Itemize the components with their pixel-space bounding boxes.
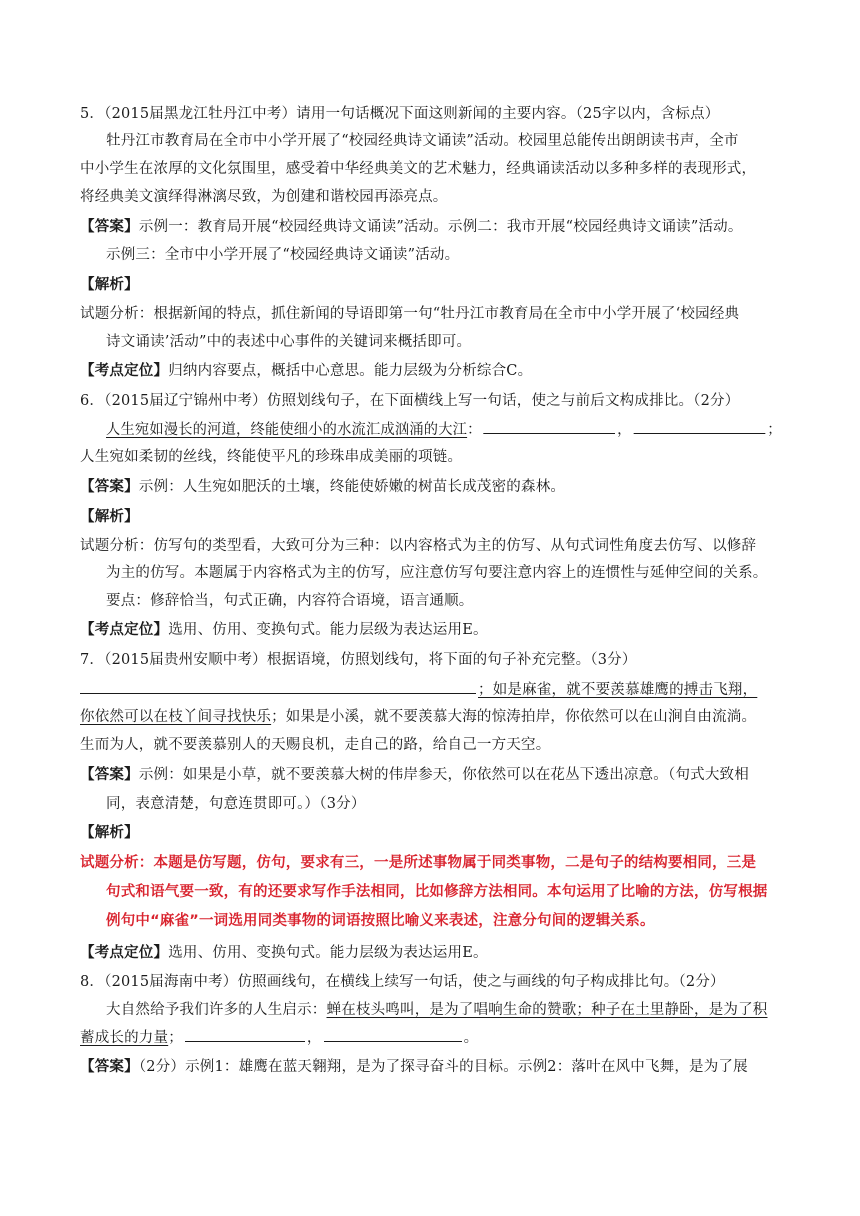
q7-analysis-highlighted: 试题分析：本题是仿写题，仿句，要求有三，一是所述事物属于同类事物，二是句子的结构要相同，三是 [80,855,757,871]
q6-sentence-line: 人生宛如柔韧的丝线，终能使平凡的珍珠串成美丽的项链。 [80,449,463,465]
answer-blank[interactable] [185,1027,305,1042]
q7-analysis-label: 【解析】 [80,825,139,841]
underlined-sentence: 人生宛如漫长的河道，终能使细小的水流汇成汹涌的大江 [106,422,468,438]
q8-sentence-line: 大自然给予我们许多的人生启示：蝉在枝头鸣叫，是为了唱响生命的赞歌；种子在土里静卧，是为了积 [106,1002,768,1018]
q8-answer [80,1057,782,1077]
q5-analysis: 试题分析：根据新闻的特点，抓住新闻的导语即第一句“牡丹江市教育局在全市中小学开展了‘校园经典 [80,306,740,322]
q7-sentence-line: 生而为人，就不要羡慕别人的天赐良机，走自己的路，给自己一方天空。 [80,737,551,753]
q7-answer-cont: 同，表意清楚，句意连贯即可。）（3分） [106,796,366,812]
q5-knowledge-point [80,361,782,381]
q5-answer [80,217,782,237]
knowledge-point-text: 选用、仿用、变换句式。能力层级为表达运用E。 [168,622,488,638]
knowledge-point-label: 【考点定位】 [80,622,169,638]
q5-stem: 5．（2015届黑龙江牡丹江中考）请用一句话概况下面这则新闻的主要内容。（25字以内，含标点） [80,106,720,122]
answer-text: 示例一：教育局开展“校园经典诗文诵读”活动。示例二：我市开展“校园经典诗文诵读”活动。 [138,219,743,235]
q8-stem: 8．（2015届海南中考）仿照画线句，在横线上续写一句话，使之与画线的句子构成排比句。（2分） [80,974,725,990]
q7-sentence-line [80,679,782,699]
q5-passage-line: 牡丹江市教育局在全市中小学开展了“校园经典诗文诵读”活动。校园里总能传出朗朗读书声，全市 [106,133,739,149]
q5-passage-line: 将经典美文演绎得淋漓尽致，为创建和谐校园再添亮点。 [80,189,448,205]
answer-blank[interactable] [484,419,616,434]
underlined-sentence: ；如是麻雀，就不要羡慕雄鹰的搏击飞翔， [478,682,758,698]
q6-analysis-cont: 要点：修辞恰当，句式正确，内容符合语境，语言通顺。 [106,593,474,609]
q6-answer [80,477,782,497]
knowledge-point-text: 选用、仿用、变换句式。能力层级为表达运用E。 [168,945,488,961]
q6-analysis-label: 【解析】 [80,509,139,525]
q7-answer [80,765,782,785]
q7-analysis-highlighted: 句式和语气要一致，有的还要求写作手法相同，比如修辞方法相同。本句运用了比喻的方法，仿写根据 [106,884,768,900]
answer-text: 示例：人生宛如肥沃的土壤，终能使娇嫩的树苗长成茂密的森林。 [138,479,566,495]
answer-label: 【答案】 [80,219,139,235]
answer-label: 【答案】 [80,479,139,495]
knowledge-point-label: 【考点定位】 [80,363,169,379]
answer-label: 【答案】 [80,1059,139,1075]
answer-blank[interactable] [80,679,476,694]
q7-stem: 7．（2015届贵州安顺中考）根据语境，仿照划线句，将下面的句子补充完整。（3分） [80,652,637,668]
q7-knowledge-point [80,943,782,963]
answer-blank[interactable] [324,1027,462,1042]
q5-analysis-label: 【解析】 [80,277,139,293]
answer-label: 【答案】 [80,767,139,783]
answer-text: 示例：如果是小草，就不要羡慕大树的伟岸参天，你依然可以在花丛下透出凉意。（句式大致相 [138,767,749,783]
q7-sentence-line: 你依然可以在枝丫间寻找快乐；如果是小溪，就不要羡慕大海的惊涛拍岸，你依然可以在山涧自由流淌。 [80,709,757,725]
q6-analysis: 试题分析：仿写句的类型看，大致可分为三种：以内容格式为主的仿写、从句式词性角度去仿写、以修辞 [80,538,757,554]
q5-passage-line: 中小学生在浓厚的文化氛围里，感受着中华经典美文的艺术魅力，经典诵读活动以多种多样的表现形式， [80,161,757,177]
answer-blank[interactable] [634,419,766,434]
knowledge-point-text: 归纳内容要点，概括中心意思。能力层级为分析综合C。 [168,363,533,379]
q8-sentence-line: 蓄成长的力量； ， 。 [80,1027,782,1047]
underlined-sentence: 你依然可以在枝丫间寻找快乐 [80,709,272,725]
q7-analysis-highlighted: 例句中“麻雀”一词选用同类事物的词语按照比喻义来表述，注意分句间的逻辑关系。 [106,913,655,929]
q5-answer-cont: 示例三：全市中小学开展了“校园经典诗文诵读”活动。 [106,247,460,263]
q6-knowledge-point [80,620,782,640]
underlined-sentence: 蓄成长的力量 [80,1030,169,1046]
q6-analysis-cont: 为主的仿写。本题属于内容格式为主的仿写，应注意仿写句要注意内容上的连惯性与延伸空间的关系。 [106,565,768,581]
underlined-sentence: 蝉在枝头鸣叫，是为了唱响生命的赞歌；种子在土里静卧，是为了积 [326,1002,768,1018]
q6-stem: 6．（2015届辽宁锦州中考）仿照划线句子，在下面横线上写一句话，使之与前后文构成排比。（2分） [80,393,740,409]
q5-analysis-cont: 诗文诵读’活动”中的表述中心事件的关键词来概括即可。 [106,334,472,350]
answer-text: （2分）示例1：雄鹰在蓝天翱翔，是为了探寻奋斗的目标。示例2：落叶在风中飞舞，是为了展 [138,1059,748,1075]
knowledge-point-label: 【考点定位】 [80,945,169,961]
q6-sentence-line: 人生宛如漫长的河道，终能使细小的水流汇成汹涌的大江： ， ； [106,419,782,439]
